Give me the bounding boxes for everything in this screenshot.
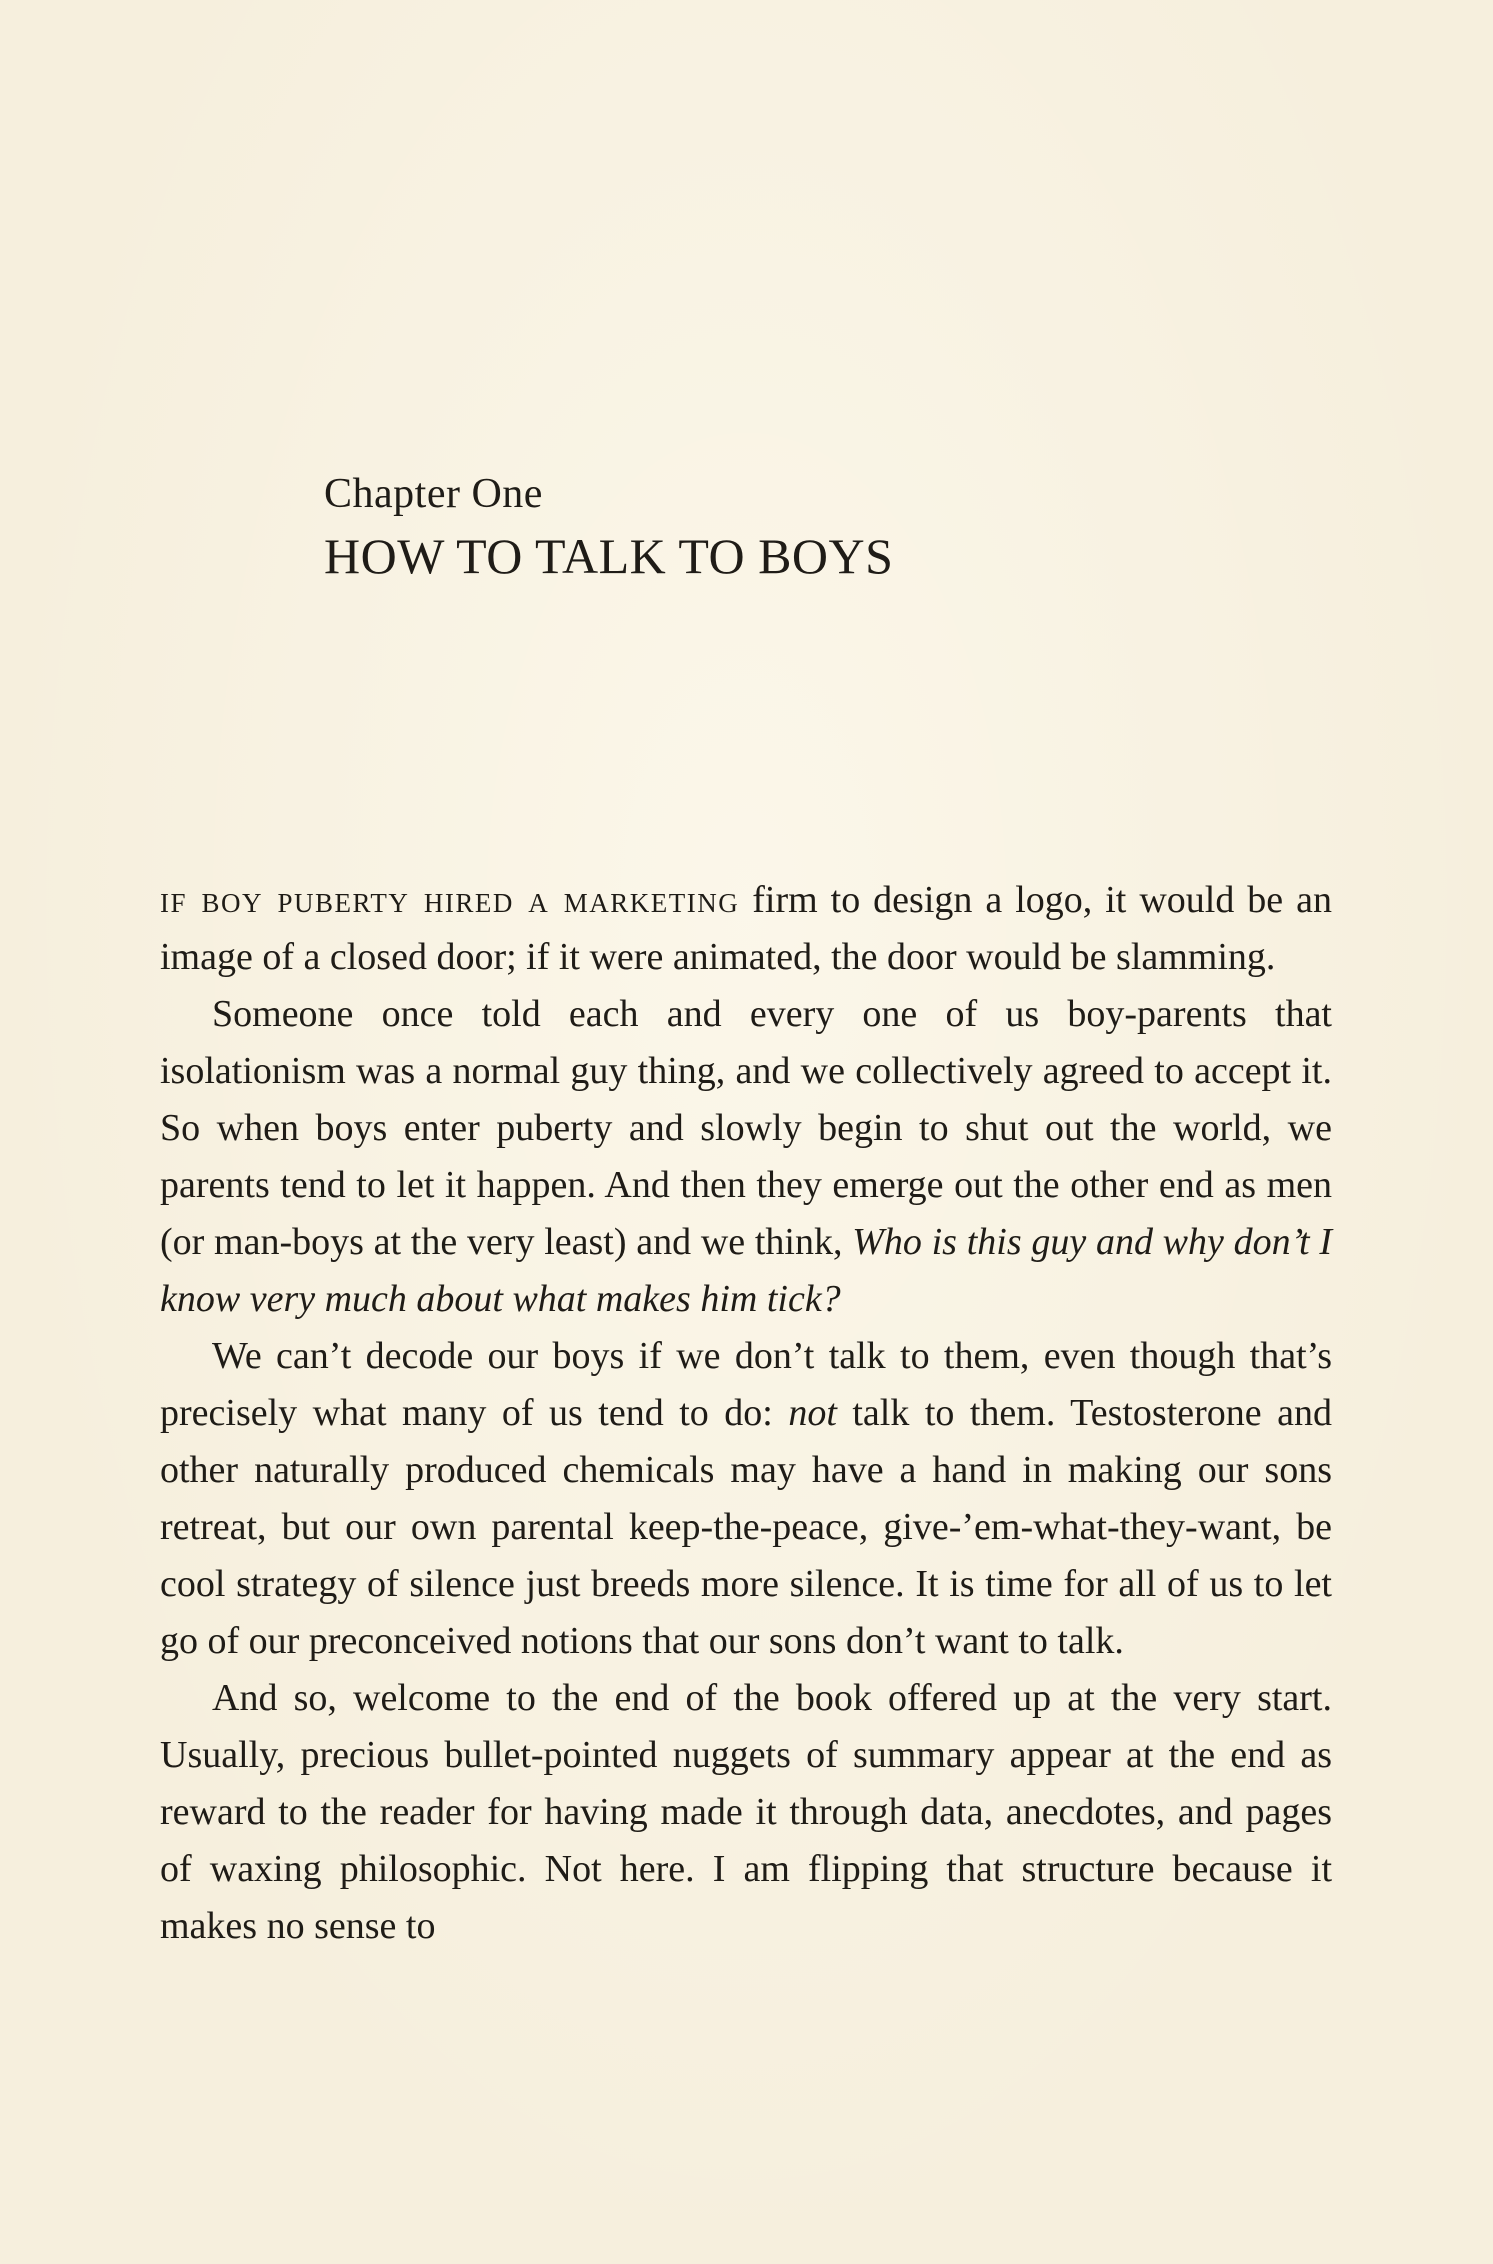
paragraph-3-text-a: We can’t decode our boys if we don’t talk to them, even though that’s precisely what many of us tend to do: — [160, 1335, 1332, 1434]
paragraph-4 — [160, 1670, 1332, 1955]
paragraph-4-text: And so, welcome to the end of the book offered up at the very start. Usually, precious bullet-pointed nuggets of summary appear at the end as reward to the reader for having made it through data, anecdotes, and pages of waxing philosophic. Not here. I am flipping that structure because it makes no sense to — [160, 1677, 1332, 1947]
paragraph-3 — [160, 1328, 1332, 1670]
paragraph-1-lead: if boy puberty hired a marketing — [160, 879, 740, 921]
chapter-title: HOW TO TALK TO BOYS — [324, 528, 894, 584]
paragraph-1 — [160, 872, 1332, 986]
body-text — [160, 872, 1332, 1955]
paragraph-2 — [160, 986, 1332, 1328]
paragraph-3-text-b: talk to them. Testosterone and other naturally produced chemicals may have a hand in making our sons retreat, but our own parental keep-the-peace, give-’em-what-they-want, be cool strategy of silence just breeds more silence. It is time for all of us to let go of our preconceived notions that our sons don’t want to talk. — [160, 1392, 1332, 1662]
paragraph-2-text: Someone once told each and every one of us boy-parents that isolationism was a normal guy thing, and we collectively agreed to accept it. So when boys enter puberty and slowly begin to shut out the world, we parents tend to let it happen. And then they emerge out the other end as men (or man-boys at the very least) and we think, — [160, 993, 1332, 1263]
paragraph-3-italic: not — [788, 1392, 837, 1434]
paragraph-2-italic: Who is this guy and why don’t I know very much about what makes him tick? — [160, 1221, 1333, 1320]
chapter-label: Chapter One — [324, 471, 543, 517]
paragraph-1-rest: firm to design a logo, it would be an image of a closed door; if it were animated, the door would be slamming. — [160, 879, 1332, 978]
